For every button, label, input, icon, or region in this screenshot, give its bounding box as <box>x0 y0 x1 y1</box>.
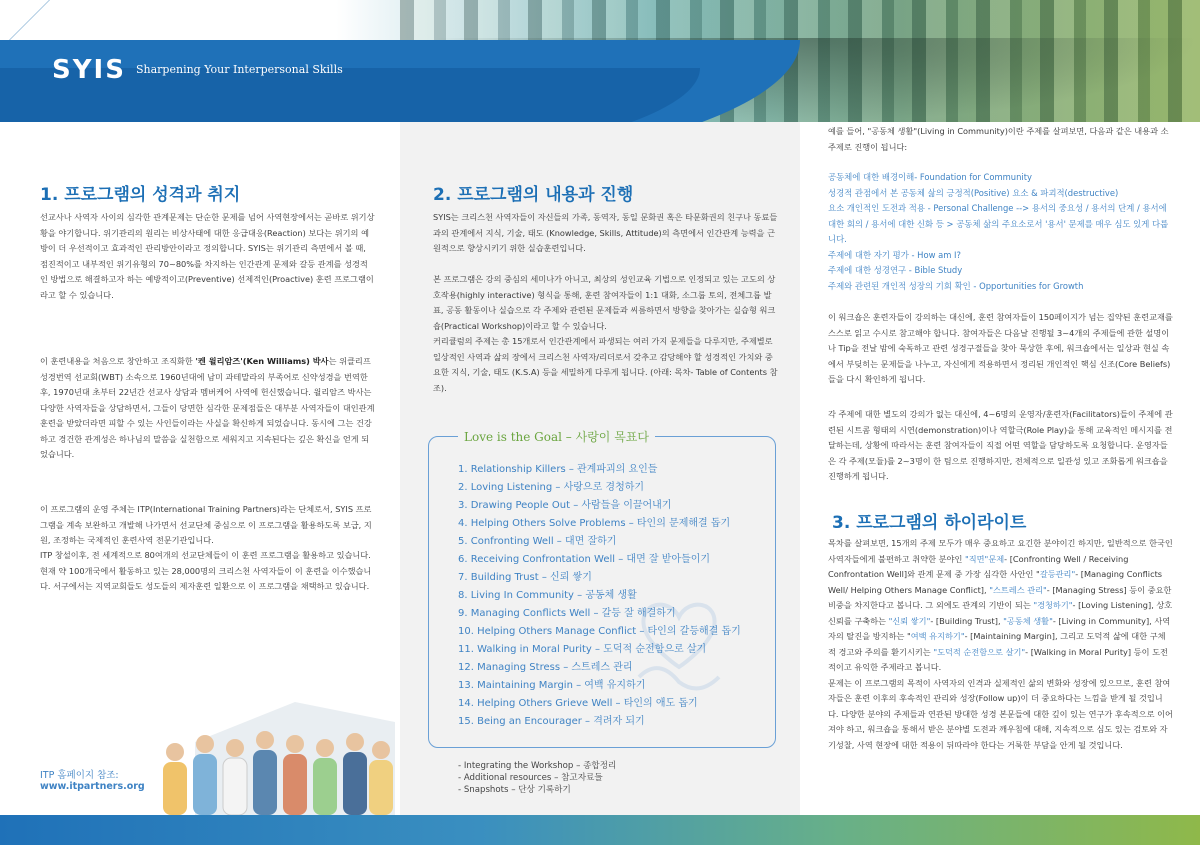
topic-item: 3. Drawing People Out – 사람들을 이끌어내기 <box>458 500 672 511</box>
extra-list <box>458 760 616 796</box>
person-head <box>166 743 184 761</box>
section-2-paragraph-2 <box>433 272 778 396</box>
topic-item: 13. Maintaining Margin – 여백 유지하기 <box>458 680 646 691</box>
topic-item: 4. Helping Others Solve Problems – 타인의 문제해결 돕기 <box>458 518 731 529</box>
section-1-title: 1. 프로그램의 성격과 취지 <box>40 185 241 205</box>
highlights-paragraph <box>828 536 1173 753</box>
highlight-term: 갈등관리" <box>1039 569 1076 579</box>
text-run: - [Loving Listening], 상호신뢰를 구축하는 <box>828 600 1173 626</box>
tagline: Sharpening Your Interpersonal Skills <box>136 63 343 76</box>
topic-item: 15. Being an Encourager – 격려자 되기 <box>458 716 645 727</box>
person-body <box>343 752 367 815</box>
section-2-paragraph-1: SYIS는 크리스천 사역자들이 자신들의 가족, 동역자, 동일 문화권 혹은 타문화권의 친구나 동료들과의 관계에서 지식, 기술, 태도 (Knowledge, Skills, Attitude)의 측면에서 인간관계 능력을 근원적으로 향상시키기 위한 실습훈련입니다. <box>433 212 778 253</box>
people-illustration-svg <box>155 682 395 815</box>
topic-item: 2. Loving Listening – 사랑으로 경청하기 <box>458 482 645 493</box>
itp-homepage-link[interactable]: www.itpartners.org <box>40 781 145 792</box>
section-1-paragraph-4: ITP 창설이후, 전 세계적으로 80여개의 선교단체들이 이 훈련 프로그램을 활용하고 있습니다. 현재 약 100개국에서 활동하고 있는 28,000명의 크리스천 사역자들이 이 훈련을 이수했습니다. 서구에서는 지역교회들도 성도들의 제자훈련 일환으로 이 프로그램을 채택하고 있습니다. <box>40 550 372 591</box>
text-run: 는 위클리프 성경번역 선교회(WBT) 소속으로 1960년대에 남미 과테말라의 부족어로 신약성경을 번역한 후, 1970년대 초부터 22년간 선교사 상담과 멤버케어 사역에 헌신했습니다. 윌리암즈 박사는 다양한 사역자들을 상담하면서, 그들이 당면한 심각한 문제점들은 대부분 사역자들이 대인관계 훈련을 받았더라면 피할 수 있는 사인들이라는 사실을 확신하게 되었습니다. 동시에 그는 건강하고 경건한 관계성은 하나님의 말씀을 실천함으로 세워지고 지속된다는 깊은 확신을 얻게 되었습니다. <box>40 356 375 459</box>
extra-item: - Snapshots – 단상 기록하기 <box>458 785 571 795</box>
topic-item: 7. Building Trust – 신뢰 쌓기 <box>458 572 592 583</box>
itp-homepage-label: ITP 홈페이지 참조: <box>40 770 119 781</box>
follow-up-text: 문제는 이 프로그램의 목적이 사역자의 인격과 실제적인 삶의 변화와 성장에 있으므로, 훈련 참여자들은 훈련 이후의 후속적인 관리와 성장(Follow up)이 더 중요하다는 느낌을 받게 될 것입니다. 다양한 분야의 주제들과 연관된 방대한 성경 본문들에 대한 깊이 있는 연구가 후속적으로 이어져야 하고, 워크숍을 통해서 받은 분야별 도전과 깨우침에 대해, 지속적으로 심도 있는 검토와 자기성찰, 사역 현장에 대한 적용이 뒤따라야 한다는 거룩한 부담을 안게 될 것입니다. <box>828 677 1173 750</box>
person-head <box>286 735 304 753</box>
person-head <box>226 739 244 757</box>
person-head <box>346 733 364 751</box>
community-intro: 예를 들어, "공동체 생활"(Living in Community)이란 주제를 살펴보면, 다음과 같은 내용과 소주제로 진행이 됩니다: <box>828 126 1169 152</box>
toc-box-title: Love is the Goal – 사랑이 목표다 <box>458 428 655 445</box>
text-run: - [Living in Community], 사역자의 탈진을 방지하는 " <box>828 615 1171 641</box>
person-body <box>369 760 393 815</box>
highlight-term: "도덕적 순전함으로 살기" <box>933 646 1026 657</box>
community-topic-item: 주제에 대한 성경연구 - Bible Study <box>828 265 963 275</box>
topic-item: 5. Confronting Well – 대면 잘하기 <box>458 536 617 547</box>
text-run: - [Confronting Well / Receiving Confrontation Well]와 관계 문제 중 가장 심각한 사안인 " <box>828 553 1129 579</box>
text-run: - [Managing Stress] 등이 중요한 비중을 차지한다고 봅니다. 그 외에도 관계의 기반이 되는 <box>828 584 1172 610</box>
person-body <box>163 762 187 815</box>
text-run: - [Walking in Moral Purity] 등이 도전적이고 유익한 주제라고 봅니다. <box>828 646 1168 672</box>
facilitators-paragraph: 각 주제에 대한 별도의 강의가 없는 대신에, 4~6명의 운영자/훈련자(Facilitators)들이 주제에 관련된 시트콤 형태의 시연(demonstration)이나 역할극(Role Play)을 통해 교육적인 메시지를 전달하는데, 상황에 따라서는 훈련 참여자들이 직접 어떤 역할을 담당하도록 요청합니다. 운영자들은 각 주제(모듈)를 2~3명이 한 팀으로 진행하지만, 전체적으로 일관성 있고 조화롭게 워크숍을 진행하게 됩니다. <box>828 409 1173 481</box>
topic-item: 6. Receiving Confrontation Well – 대면 잘 받아들이기 <box>458 554 711 565</box>
extra-item: - Integrating the Workshop – 종합정리 <box>458 761 617 771</box>
highlight-term: 여백 유지하기" <box>910 631 965 641</box>
topic-item: 12. Managing Stress – 스트레스 관리 <box>458 662 633 673</box>
topic-item: 10. Helping Others Manage Conflict – 타인의 갈등해결 돕기 <box>458 626 741 637</box>
person-head <box>372 741 390 759</box>
text-run: - [Managing Conflicts Well/ Helping Others Manage Conflict], <box>828 569 1163 595</box>
section-2-title: 2. 프로그램의 내용과 진행 <box>433 185 634 205</box>
column-1 <box>0 122 400 815</box>
highlight-term: "스트레스 관리" <box>989 584 1047 595</box>
community-topic-item: 공동체에 대한 배경이해- Foundation for Community <box>828 172 1032 182</box>
community-topic-item: 주제와 관련된 개인적 성장의 기회 확인 - Opportunities for Growth <box>828 280 1084 291</box>
workshop-paragraph: 이 워크숍은 훈련자들이 강의하는 대신에, 훈련 참여자들이 150페이지가 넘는 집약된 훈련교재를 스스로 읽고 수시로 참고해야 합니다. 참여자들은 다음날 진행될 3~4개의 주제들에 관한 설명이나 Tip을 전날 밤에 숙독하고 관련 성경구절들을 찾아 묵상한 후에, 워크숍에서는 일상과 현실 속에서 부딪히는 문제들을 나누고, 자신에게 적용하면서 정리된 개인적인 핵심 신조(Core Beliefs)들을 다시 확인하게 됩니다. <box>828 312 1173 384</box>
text-run: 목차를 살펴보면, 15개의 주제 모두가 매우 중요하고 요긴한 분야이긴 하지만, 일반적으로 한국인 사역자들에게 불편하고 취약한 분야인 <box>828 538 1173 564</box>
community-topic-item: 주제에 대한 자기 평가 - How am I? <box>828 249 961 260</box>
extra-item: - Additional resources – 참고자료들 <box>458 773 603 783</box>
topic-item: 8. Living In Community – 공동체 생활 <box>458 590 637 601</box>
person-head <box>316 739 334 757</box>
program-description: 본 프로그램은 강의 중심의 세미나가 아니고, 최상의 성인교육 기법으로 인정되고 있는 고도의 상호작용(highly interactive) 형식을 통해, 훈련 참여자들이 1:1 대화, 소그룹 토의, 전체그룹 발표, 공동 활동이나 실습으로 각 주제와 관련된 문제들과 씨름하면서 방향을 찾아가는 실습형 워크숍(Practical Workshop)이라고 할 수 있습니다. <box>433 274 776 331</box>
person-body <box>313 758 337 815</box>
highlight-term: "직면"문제 <box>964 553 1005 564</box>
person-body <box>223 758 247 815</box>
section-1-paragraph-3: 이 프로그램의 운영 주체는 ITP(International Training Partners)라는 단체로서, SYIS 프로그램을 계속 보완하고 개발해 나가면서 선교단체 중심으로 이 프로그램을 활용하도록 보급, 지원, 조정하는 국제적인 훈련사역 전문기관입니다. <box>40 504 372 545</box>
community-topic-list <box>828 170 1173 294</box>
highlight-term: "공동체 생활" <box>1003 615 1053 626</box>
topic-item: 9. Managing Conflicts Well – 갈등 잘 해결하기 <box>458 608 676 619</box>
text-run: - [Building Trust], <box>930 615 1004 626</box>
community-topic-item: 성경적 관점에서 본 공동체 삶의 긍정적(Positive) 요소 & 파괴적(destructive) <box>828 187 1119 198</box>
text-run: 이 훈련내용을 처음으로 창안하고 조직화한 <box>40 356 196 366</box>
person-head <box>196 735 214 753</box>
highlight-term: "경청하기" <box>1033 600 1073 610</box>
topic-list <box>458 461 741 731</box>
text-run: - [Maintaining Margin], 그리고 도덕적 삶에 대한 구체적 경고와 주의를 환기시키는 <box>828 631 1166 657</box>
ken-williams-name: '켄 윌리암즈'(Ken Williams) 박사 <box>195 356 329 366</box>
topic-item: 11. Walking in Moral Purity – 도덕적 순전함으로 살기 <box>458 644 707 655</box>
column-3 <box>800 122 1200 815</box>
section-1-paragraph-2 <box>40 354 375 463</box>
person-body <box>283 754 307 815</box>
community-topic-item: 요소 개인적인 도전과 적용 - Personal Challenge --> 용서의 중요성 / 용서의 단계 / 용서에 대한 회의 / 용서에 대한 신화 등 > 공동체 삶의 주요소로서 '용서' 문제를 매우 심도 있게 다룹니다. <box>828 203 1169 244</box>
person-head <box>256 731 274 749</box>
section-3-title: 3. 프로그램의 하이라이트 <box>832 513 1027 533</box>
curriculum-description: 커리큘럼의 주제는 총 15개로서 인간관계에서 파생되는 여러 가지 문제들을 다루지만, 주제별로 일상적인 사역과 삶의 장에서 크리스천 사역자/리더로서 갖추고 감당해야 할 성경적인 가치와 중요한 지식, 기술, 태도 (K.S.A) 등을 세밀하게 다루게 됩니다. (아래: 목차- Table of Contents 참조). <box>433 336 778 393</box>
section-1-paragraph-1: 선교사나 사역자 사이의 심각한 관계문제는 단순한 문제를 넘어 사역현장에서는 곧바로 위기상황을 야기합니다. 위기관리의 원리는 비상사태에 대한 응급대응(Reaction) 보다는 위기의 예방이 더 우선적이고 효과적인 관리방안이라고 정의합니다. SYIS는 위기관리 측면에서 볼 때, 점진적이고 내부적인 위기유형의 70~80%를 차지하는 인간관계 문제와 갈등 관계를 성경적인 방법으로 해결하고자 하는 예방적이고(Preventive) 선제적인(Proactive) 훈련 프로그램이라고 할 수 있습니다. <box>40 212 375 300</box>
syis-logo: SYIS <box>52 55 126 85</box>
footer-gradient-bar <box>0 815 1200 845</box>
highlight-term: "신뢰 쌓기" <box>888 615 931 626</box>
person-body <box>193 754 217 815</box>
topic-item: 14. Helping Others Grieve Well – 타인의 애도 돕기 <box>458 698 698 709</box>
topic-item: 1. Relationship Killers – 관계파괴의 요인들 <box>458 464 658 475</box>
person-body <box>253 750 277 815</box>
header-banner <box>0 0 1200 122</box>
people-illustration <box>155 682 395 815</box>
